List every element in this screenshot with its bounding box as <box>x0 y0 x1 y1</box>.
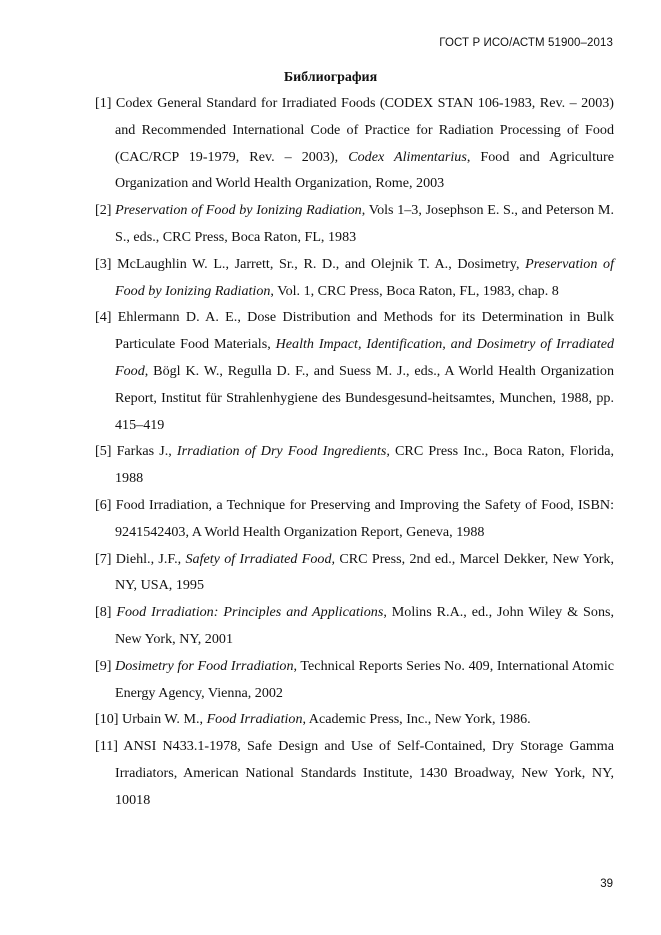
reference-number: [1] <box>95 95 112 111</box>
page-title: Библиография <box>283 70 378 85</box>
reference-text: Codex General Standard for Irradiated Foods (CODEX STAN 106-1983, Rev. – 2003) and Recommended International Code of Practice for Radiation Processing of Food (CAC/RCP 19-1979, Rev. – 2003), <box>115 95 614 165</box>
reference-text: CRC Press Inc., Boca Raton, Florida, 1988 <box>115 443 615 487</box>
reference-text: , Food and Agriculture Organization and World Health Organization, Rome, 2003 <box>115 148 615 192</box>
reference-text: Diehl., J.F., <box>115 550 186 567</box>
reference-number: [4] <box>95 309 112 326</box>
reference-9 <box>95 653 614 707</box>
reference-8 <box>95 599 614 653</box>
reference-text: , Bögl K. W., Regulla D. F., and Suess M. J., eds., A World Health Organization Report, Institut für Strahlenhygiene des Bundesgesund-heitsamtes, Munchen, 1988, pp. 415–419 <box>115 362 614 433</box>
reference-text: Urbain W. M., <box>122 711 207 728</box>
reference-title: Food Irradiation <box>206 711 303 728</box>
bibliography-list <box>95 90 614 814</box>
reference-7 <box>95 546 614 600</box>
reference-number: [9] <box>95 657 112 674</box>
reference-text: McLaughlin W. L., Jarrett, Sr., R. D., and Olejnik T. A., Dosimetry, <box>117 255 526 272</box>
reference-title: Preservation of Food by Ionizing Radiation <box>115 202 362 219</box>
reference-number: [11] <box>95 738 118 755</box>
reference-title: Health Impact, Identification, and Dosimetry of Irradiated Food <box>115 336 615 379</box>
reference-text: , Vol. 1, CRC Press, Boca Raton, FL, 1983, chap. 8 <box>270 282 559 299</box>
reference-10 <box>95 706 614 733</box>
document-header: ГОСТ Р ИСО/АСТМ 51900–2013 <box>439 37 613 49</box>
reference-text: Food Irradiation, a Technique for Preserving and Improving the Safety of Food, ISBN: 9241542403, A World Health Organization Report, Geneva, 1988 <box>115 496 614 540</box>
reference-3 <box>95 251 614 305</box>
reference-1 <box>95 90 614 197</box>
reference-number: [8] <box>95 604 112 621</box>
reference-title: Food Irradiation: Principles and Applications <box>116 604 384 621</box>
reference-text: Farkas J., <box>116 443 177 460</box>
reference-number: [6] <box>95 496 112 513</box>
reference-text: , Vols 1–3, Josephson E. S., and Peterson M. S., eds., CRC Press, Boca Raton, FL, 1983 <box>115 202 614 245</box>
reference-number: [5] <box>95 443 112 460</box>
reference-title: Safety of Irradiated Food, <box>185 550 336 567</box>
reference-title: Preservation of Food by Ionizing Radiation <box>115 255 614 299</box>
reference-11 <box>95 733 614 813</box>
reference-text: CRC Press, 2nd ed., Marcel Dekker, New York, NY, USA, 1995 <box>115 550 614 594</box>
reference-text: Ehlermann D. A. E., Dose Distribution and Methods for its Determination in Bulk Particulate Food Materials, <box>115 309 614 353</box>
reference-text: , Academic Press, Inc., New York, 1986. <box>302 711 531 728</box>
reference-6 <box>95 492 614 546</box>
reference-4 <box>95 304 614 438</box>
reference-number: [10] <box>95 711 119 728</box>
reference-title: Codex Alimentarius <box>348 148 467 165</box>
reference-title: Irradiation of Dry Food Ingredients, <box>176 443 390 460</box>
reference-number: [7] <box>95 550 112 567</box>
reference-5 <box>95 438 614 492</box>
reference-2 <box>95 197 614 251</box>
reference-number: [2] <box>95 202 112 219</box>
page-number: 39 <box>600 878 613 890</box>
reference-title: Dosimetry for Food Irradiation <box>115 657 294 674</box>
reference-text: , Technical Reports Series No. 409, International Atomic Energy Agency, Vienna, 2002 <box>115 657 614 701</box>
reference-text: ANSI N433.1-1978, Safe Design and Use of Self-Contained, Dry Storage Gamma Irradiators, American National Standards Institute, 1430 Broadway, New York, NY, 10018 <box>115 738 615 808</box>
reference-number: [3] <box>95 255 112 272</box>
reference-text: , Molins R.A., ed., John Wiley & Sons, New York, NY, 2001 <box>115 604 615 647</box>
